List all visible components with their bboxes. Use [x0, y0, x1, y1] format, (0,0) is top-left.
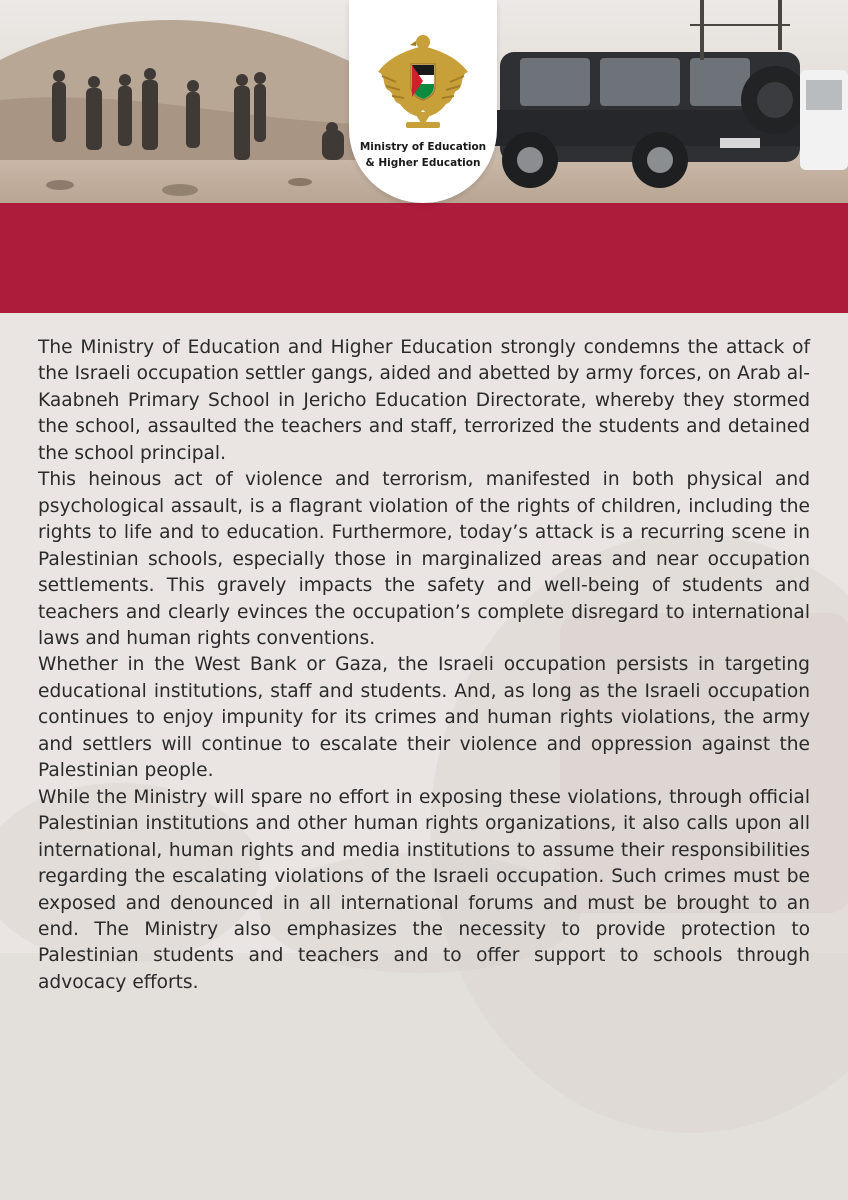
paragraph-4: While the Ministry will spare no effort in exposing these violations, through official Palestinian institutions and other human rights organizations, it also calls upon all international, human rights and media institutions to assume their responsibilities regarding the escalating violations of the Israeli occupation. Such crimes must be exposed and denounced in all international forums and must be brought to an end. The Ministry also emphasizes the necessity to provide protection to Palestinian students and teachers and to offer support to schools through advocacy efforts.: [38, 786, 810, 993]
article-body: [38, 335, 810, 996]
paragraph-1: The Ministry of Education and Higher Education strongly condemns the attack of the Israeli occupation settler gangs, aided and abetted by army forces, on Arab al-Kaabneh Primary School in Jericho Education Directorate, whereby they stormed the school, assaulted the teachers and staff, terrorized the students and detained the school principal.: [38, 337, 810, 464]
paragraph-3: Whether in the West Bank or Gaza, the Israeli occupation persists in targeting educational institutions, staff and students. And, as long as the Israeli occupation continues to enjoy impunity for its crimes and human rights violations, the army and settlers will continue to escalate their violence and oppression against the Palestinian people.: [38, 654, 810, 782]
ministry-name: Ministry of Education & Higher Education: [359, 141, 487, 169]
ministry-logo: [349, 0, 497, 203]
headline-band: [0, 203, 848, 313]
palestinian-eagle-emblem-icon: [368, 26, 478, 136]
paragraph-2: This heinous act of violence and terrorism, manifested in both physical and psychological assault, is a flagrant violation of the rights of children, including the rights to life and to education. Furthermore, today’s attack is a recurring scene in Palestinian schools, especially those in marginalized areas and near occupation settlements. This gravely impacts the safety and well-being of students and teachers and clearly evinces the occupation’s complete disregard to international laws and human rights conventions.: [38, 469, 810, 649]
